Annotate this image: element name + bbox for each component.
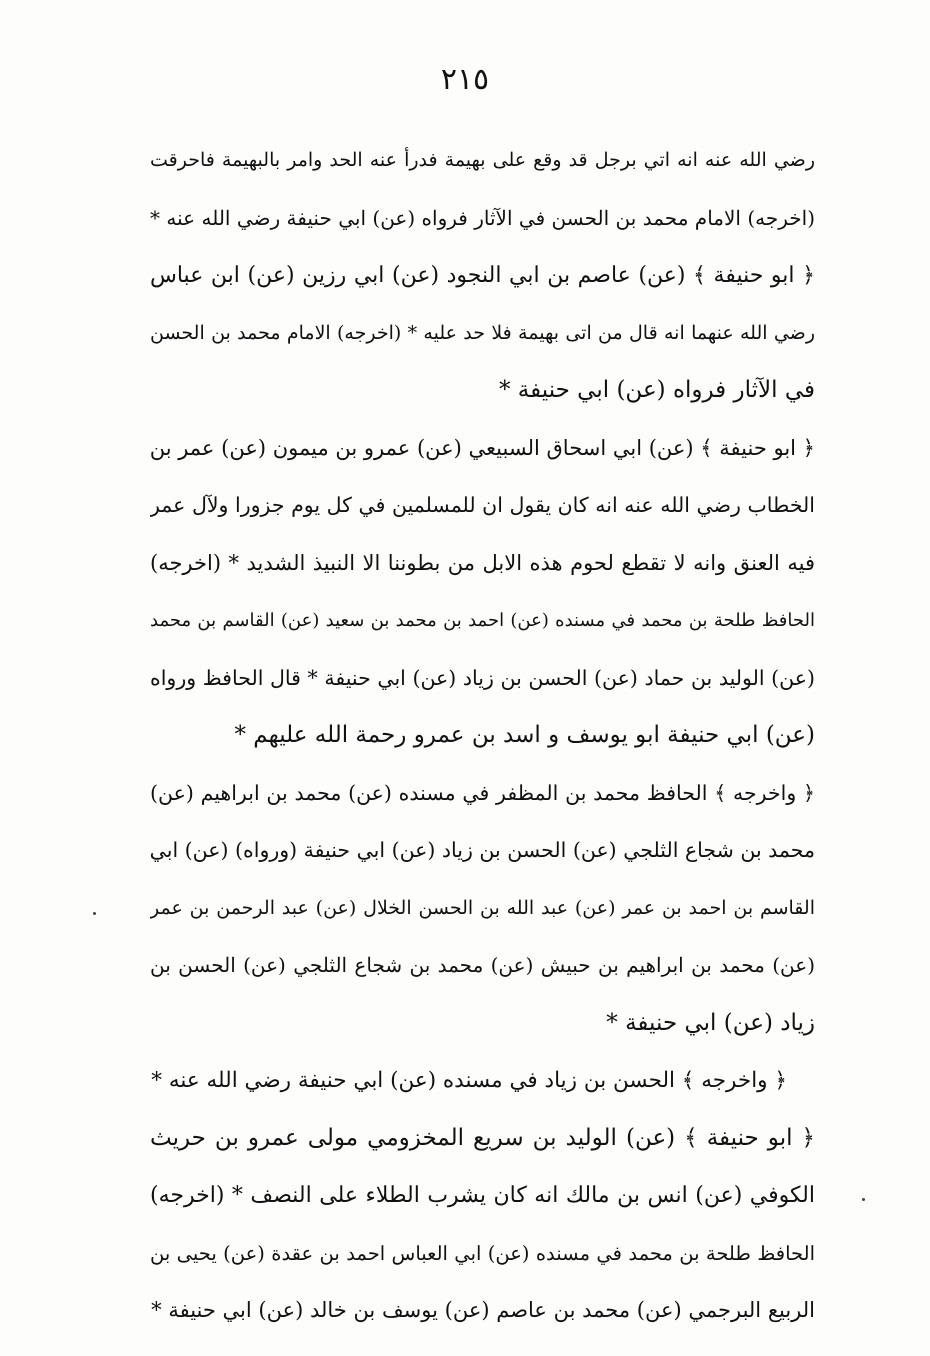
- text-line: رضي الله عنهما انه قال من اتى بهيمة فلا حد عليه * (اخرجه) الامام محمد بن الحسن: [150, 321, 815, 344]
- text-line: ﴿ ابو حنيفة ﴾ (عن) عاصم بن ابي النجود (عن) ابي رزين (عن) ابن عباس: [150, 263, 815, 288]
- text-line: فيه العنق وانه لا تقطع لحوم هذه الابل من بطوننا الا النبيذ الشديد * (اخرجه): [150, 550, 815, 575]
- text-line: الحافظ طلحة بن محمد في مسنده (عن) ابي العباس احمد بن عقدة (عن) يحيى بن: [150, 1241, 815, 1265]
- text-line: (عن) ابي حنيفة ابو يوسف و اسد بن عمرو رحمة الله عليهم *: [234, 722, 815, 748]
- text-line: الخطاب رضي الله عنه انه كان يقول ان للمسلمين في كل يوم جزورا ولآل عمر: [150, 493, 815, 517]
- scan-speck: [862, 1198, 865, 1201]
- text-line: زياد (عن) ابي حنيفة *: [606, 1009, 815, 1036]
- text-line: الحافظ طلحة بن محمد في مسنده (عن) احمد بن محمد بن سعيد (عن) القاسم بن محمد: [150, 610, 815, 631]
- text-line: محمد بن شجاع الثلجي (عن) الحسن بن زياد (عن) ابي حنيفة (ورواه) (عن) ابي: [150, 838, 815, 862]
- text-line: القاسم بن احمد بن عمر (عن) عبد الله بن الحسن الخلال (عن) عبد الرحمن بن عمر: [150, 896, 815, 919]
- text-line: في الآثار فرواه (عن) ابي حنيفة *: [499, 377, 815, 403]
- text-line: ﴿ ابو حنيفة ﴾ (عن) الوليد بن سريع المخزومي مولى عمرو بن حريث: [150, 1124, 815, 1151]
- text-line: رضي الله عنه انه اتي برجل قد وقع على بهيمة فدرأ عنه الحد وامر بالبهيمة فاحرقت: [150, 149, 815, 171]
- text-line: ﴿ واخرجه ﴾ الحسن بن زياد في مسنده (عن) ابي حنيفة رضي الله عنه *: [151, 1068, 787, 1093]
- text-line: (عن) محمد بن ابراهيم بن حبيش (عن) محمد بن شجاع الثلجي (عن) الحسن بن: [150, 953, 815, 977]
- text-line: ﴿ واخرجه ﴾ الحافظ محمد بن المظفر في مسنده (عن) محمد بن ابراهيم (عن): [150, 780, 815, 805]
- text-line: (اخرجه) الامام محمد بن الحسن في الآثار فرواه (عن) ابي حنيفة رضي الله عنه *: [150, 205, 815, 230]
- body-text: [150, 132, 815, 1340]
- scan-speck: [93, 912, 96, 915]
- text-line: الكوفي (عن) انس بن مالك انه كان يشرب الطلاء على النصف * (اخرجه): [150, 1183, 815, 1208]
- text-line: الربيع البرجمي (عن) محمد بن عاصم (عن) يوسف بن خالد (عن) ابي حنيفة *: [151, 1298, 815, 1322]
- page-number: ٢١٥: [440, 62, 490, 97]
- text-line: ﴿ ابو حنيفة ﴾ (عن) ابي اسحاق السبيعي (عن) عمرو بن ميمون (عن) عمر بن: [150, 435, 815, 460]
- text-line: (عن) الوليد بن حماد (عن) الحسن بن زياد (عن) ابي حنيفة * قال الحافظ ورواه: [150, 665, 815, 690]
